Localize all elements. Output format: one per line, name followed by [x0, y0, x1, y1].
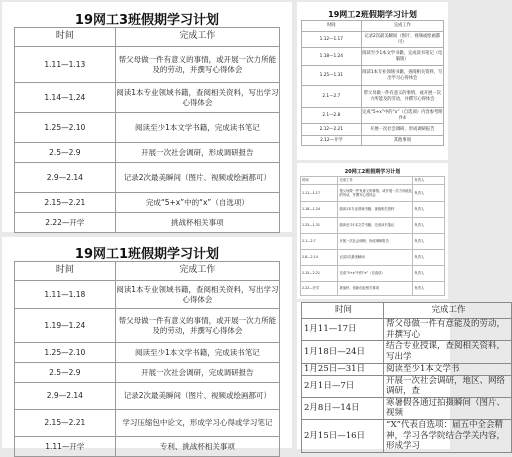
header-time: 时间: [15, 28, 116, 47]
cell-time: 2.9—2.14: [15, 383, 116, 410]
cell-task: 完成“5+x”中的“x”（自选项）: [338, 266, 413, 282]
header-time: 时间: [301, 177, 338, 185]
cell-owner: 负责人: [413, 202, 445, 218]
cell-time: 2.5—2.9: [15, 143, 116, 163]
plan-sheet-class2: [297, 2, 448, 160]
plan-table: [14, 261, 280, 457]
cell-time: 2.1—2.8: [302, 108, 362, 124]
header-task: 完成工作: [384, 303, 512, 319]
header-time: 时间: [15, 262, 116, 281]
cell-time: 2.15—2.21: [15, 193, 116, 213]
cell-time: 1.25—1.31: [302, 66, 362, 86]
cell-time: 1.25—2.10: [15, 343, 116, 363]
header-time: 时间: [302, 303, 384, 319]
cell-task: 阅读1本专业领域书籍，查阅相关资料，写出学习心得体会: [115, 83, 279, 113]
plan-sheet-class1: [2, 237, 292, 451]
cell-time: 1.11—1.13: [15, 47, 116, 83]
cell-time: 2.15—2.21: [15, 410, 116, 437]
cell-task: 阅读至少1本文学书籍，完成读书笔记: [115, 113, 279, 143]
cell-task: 学习压缩包中论文，形成学习心得或学习笔记: [115, 410, 279, 437]
cell-task: 阅读1本专业领域书籍，查阅相关资料，写出学习心得体会: [115, 281, 279, 309]
cell-task: 阅读至少1本文学书籍，完成读书笔记: [115, 343, 279, 363]
cell-task: 阅读至少1本文学书籍，完成读书笔记（电脑版）: [361, 48, 443, 66]
plan-table: [301, 20, 444, 146]
cell-task: “X”代表自选项：届五中全会精神，学习各学院结合学关内容，形成学习: [384, 420, 512, 453]
doc-title: 20网工2班假期学习计划: [344, 169, 401, 175]
cell-task: 记录2次最美瞬间（图片、视频或绘画都可）: [115, 163, 279, 193]
cell-owner: 负责人: [413, 282, 445, 296]
cell-task: 帮父母做一件有意义的事情，或开展一次力所能及的劳动，并撰写心得体会: [115, 309, 279, 343]
cell-task: 挑战杯相关事项: [115, 213, 279, 233]
header-task: 完成工作: [115, 262, 279, 281]
cell-time: 2.12—开学: [302, 136, 362, 146]
doc-title: 19网工1班假期学习计划: [74, 247, 220, 262]
cell-time: 2.1—2.7: [302, 86, 362, 108]
cell-time: 1.25—1.31: [301, 218, 338, 234]
cell-task: 开展一次社会调研，形成调研报告: [338, 234, 413, 250]
cell-task: 其他事项: [361, 136, 443, 146]
cell-task: 挑战杯、创新创业相关事项: [338, 282, 413, 296]
cell-time: 2.12—2.21: [302, 124, 362, 136]
doc-title: 19网工3班假期学习计划: [74, 13, 220, 28]
cell-time: 2.9—2.14: [15, 163, 116, 193]
cell-time: 1月25日—31日: [302, 363, 384, 375]
cell-time: 2.22—开学: [301, 282, 338, 296]
cell-task: 阅读至少1本文学书: [384, 363, 512, 375]
cell-task: 帮父母做一件有意义的事情，或开展一次力所能及的劳动，并撰写心得体会: [115, 47, 279, 83]
cell-task: 记录2次最美瞬间（图片、视频或绘画都可）: [115, 383, 279, 410]
cell-time: 2.1—2.7: [301, 234, 338, 250]
cell-task: 帮父母做一件有意义的事情，或开展一次力所能及的劳动，并撰写心得体会: [361, 86, 443, 108]
header-task: 完成工作: [115, 28, 279, 47]
cell-time: 2.5—2.9: [15, 363, 116, 383]
cell-time: 1月11—17日: [302, 319, 384, 341]
cell-time: 1.11—开学: [15, 437, 116, 457]
cell-time: 1月18日—24日: [302, 341, 384, 363]
plan-sheet-class3: [2, 2, 292, 232]
cell-task: 记录2次最美瞬间: [338, 250, 413, 266]
cell-time: 1.11—1.17: [301, 185, 338, 202]
plan-sheet-serif: [297, 302, 506, 452]
plan-table: [300, 176, 445, 296]
plan-sheet-class2-2020: [297, 163, 448, 299]
cell-owner: 负责人: [413, 218, 445, 234]
cell-time: 1.19—1.24: [15, 309, 116, 343]
cell-time: 1.18—1.24: [302, 48, 362, 66]
cell-time: 2.22—开学: [15, 213, 116, 233]
cell-task: 完成“5+x”中的“x”（自选项）内容参考附件4: [361, 108, 443, 124]
header-task: 完成工作: [338, 177, 413, 185]
cell-task: 阅读至少1本文学书籍，完成读书笔记: [338, 218, 413, 234]
plan-table: [301, 302, 512, 453]
cell-task: 开展一次社会调研，地区、网络调研，查: [384, 375, 512, 397]
cell-task: 开展一次社会调研，形成调研报告: [361, 124, 443, 136]
cell-time: 2.15—2.21: [301, 266, 338, 282]
header-task: 完成工作: [361, 21, 443, 32]
cell-task: 完成“5+x”中的“x”（自选项）: [115, 193, 279, 213]
cell-time: 1.14—1.24: [15, 83, 116, 113]
cell-task: 帮父母做一件有意能及的劳动，并撰写心: [384, 319, 512, 341]
cell-time: 2月8日—14日: [302, 397, 384, 419]
cell-task: 阅读1本专业领域书籍，查阅相关资料，写出学习心得体会: [361, 66, 443, 86]
doc-title: 19网工2班假期学习计划: [328, 10, 417, 19]
cell-owner: 负责人: [413, 234, 445, 250]
cell-task: 记录2次最美瞬间（图片、视频或绘画都可）: [361, 32, 443, 48]
cell-task: 帮父母做一件有意义的事情，或开展一次力所能及的劳动，并撰写心得体会: [338, 185, 413, 202]
cell-task: 专利、挑战杯相关事项: [115, 437, 279, 457]
cell-task: 阅读1本专业领域书籍，查阅相关资料: [338, 202, 413, 218]
cell-task: 开展一次社会调研，完成调研报告: [115, 363, 279, 383]
cell-owner: 负责人: [413, 250, 445, 266]
cell-time: 1.11—1.18: [15, 281, 116, 309]
cell-time: 1.12—1.17: [302, 32, 362, 48]
cell-owner: 负责人: [413, 185, 445, 202]
cell-time: 2月15日—16日: [302, 420, 384, 453]
cell-time: 2.8—2.14: [301, 250, 338, 266]
cell-task: 寒暑假各通过拍摄瞬间（图片、视频: [384, 397, 512, 419]
cell-time: 1.25—2.10: [15, 113, 116, 143]
header-time: 时间: [302, 21, 362, 32]
plan-table: [14, 27, 280, 233]
header-owner: 负责人: [413, 177, 445, 185]
cell-owner: 负责人: [413, 266, 445, 282]
cell-task: 结合专业授课，查阅相关资料，写出学: [384, 341, 512, 363]
cell-task: 开展一次社会调研，形成调研报告: [115, 143, 279, 163]
cell-time: 1.18—1.24: [301, 202, 338, 218]
cell-time: 2月1日—7日: [302, 375, 384, 397]
